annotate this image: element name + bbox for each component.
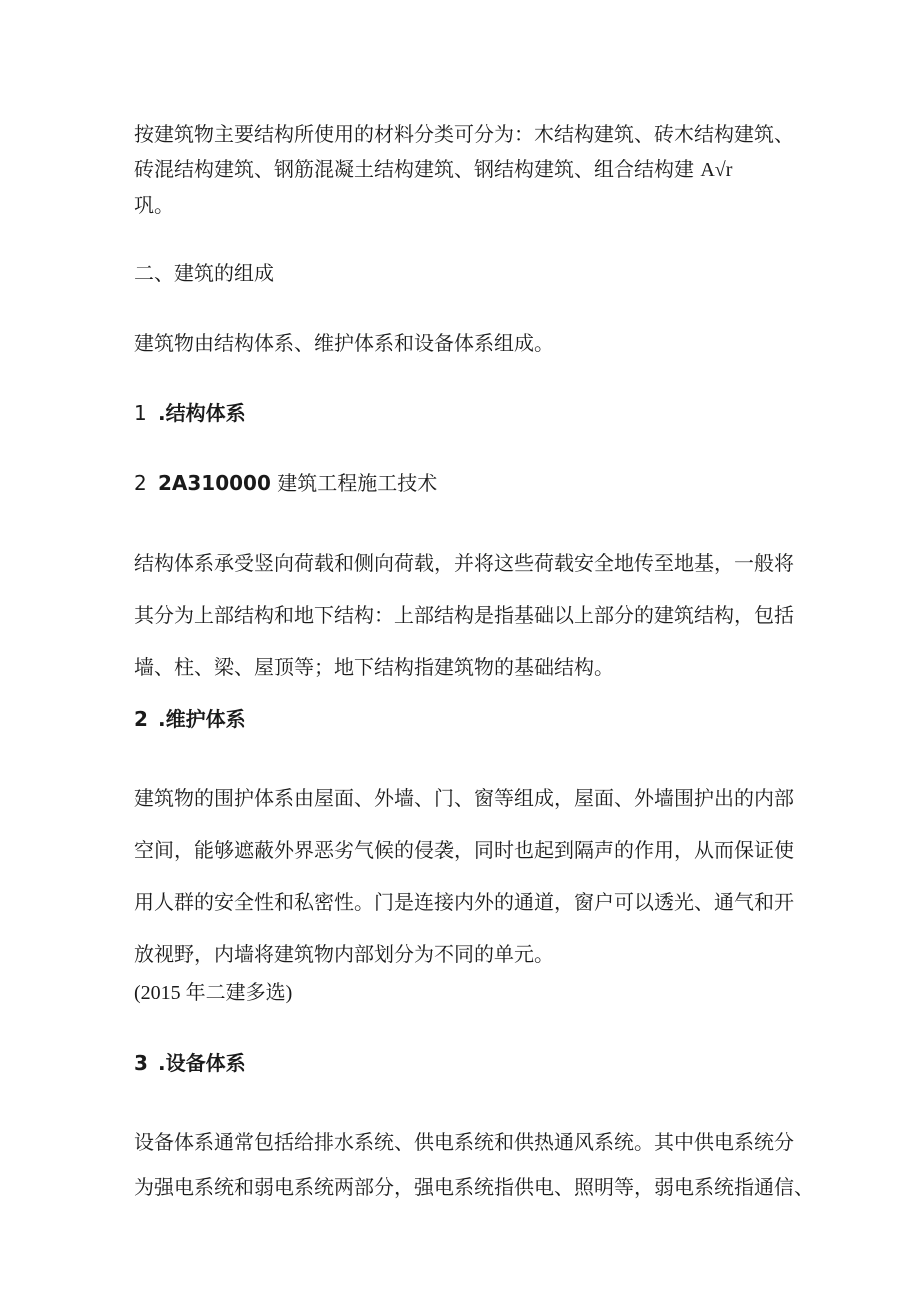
item-number: 2 — [134, 707, 148, 731]
item-heading-equipment — [134, 1050, 794, 1077]
garbled-glyph-text: A√r — [700, 159, 733, 181]
equipment-system-paragraph — [134, 1120, 814, 1210]
item-heading-envelope — [134, 706, 794, 733]
text-line: 用人群的安全性和私密性。门是连接内外的通道，窗户可以透光、通气和开 — [134, 890, 794, 914]
text-line-content: 砖混结构建筑、钢筋混凝土结构建筑、钢结构建筑、组合结构建 — [134, 157, 694, 181]
item-number: 1 — [134, 401, 147, 425]
header-label: 建筑工程施工技术 — [277, 471, 438, 495]
structure-system-paragraph — [134, 537, 794, 693]
exam-note: (2015 年二建多选) — [134, 982, 293, 1004]
item-label: .维护体系 — [158, 707, 246, 731]
running-header-line — [134, 470, 794, 497]
composition-intro: 建筑物由结构体系、维护体系和设备体系组成。 — [134, 331, 554, 355]
text-line: 为强电系统和弱电系统两部分，强电系统指供电、照明等，弱电系统指通信、 — [134, 1175, 814, 1199]
text-line: 其分为上部结构和地下结构：上部结构是指基础以上部分的建筑结构，包括 — [134, 603, 794, 627]
text-line: 空间，能够遮蔽外界恶劣气候的侵袭，同时也起到隔声的作用，从而保证使 — [134, 838, 794, 862]
header-code: 2A310000 — [158, 471, 271, 495]
header-number: 2 — [134, 471, 147, 495]
item-label: .设备体系 — [158, 1051, 246, 1075]
text-line: 设备体系通常包括给排水系统、供电系统和供热通风系统。其中供电系统分 — [134, 1130, 794, 1154]
text-line: 墙、柱、梁、屋顶等；地下结构指建筑物的基础结构。 — [134, 655, 614, 679]
material-classification-paragraph — [134, 117, 794, 223]
item-number: 3 — [134, 1051, 148, 1075]
text-line — [134, 152, 794, 188]
text-line: 按建筑物主要结构所使用的材料分类可分为：木结构建筑、砖木结构建筑、 — [134, 122, 794, 146]
text-line: 结构体系承受竖向荷载和侧向荷载，并将这些荷载安全地传至地基，一般将 — [134, 551, 794, 575]
item-heading-structure — [134, 400, 794, 427]
section-heading: 二、建筑的组成 — [134, 261, 274, 285]
text-line: 放视野，内墙将建筑物内部划分为不同的单元。 — [134, 942, 554, 966]
item-label: .结构体系 — [158, 401, 246, 425]
text-line: 建筑物的围护体系由屋面、外墙、门、窗等组成，屋面、外墙围护出的内部 — [134, 786, 794, 810]
envelope-system-paragraph — [134, 772, 794, 980]
text-line: 巩。 — [134, 193, 174, 217]
